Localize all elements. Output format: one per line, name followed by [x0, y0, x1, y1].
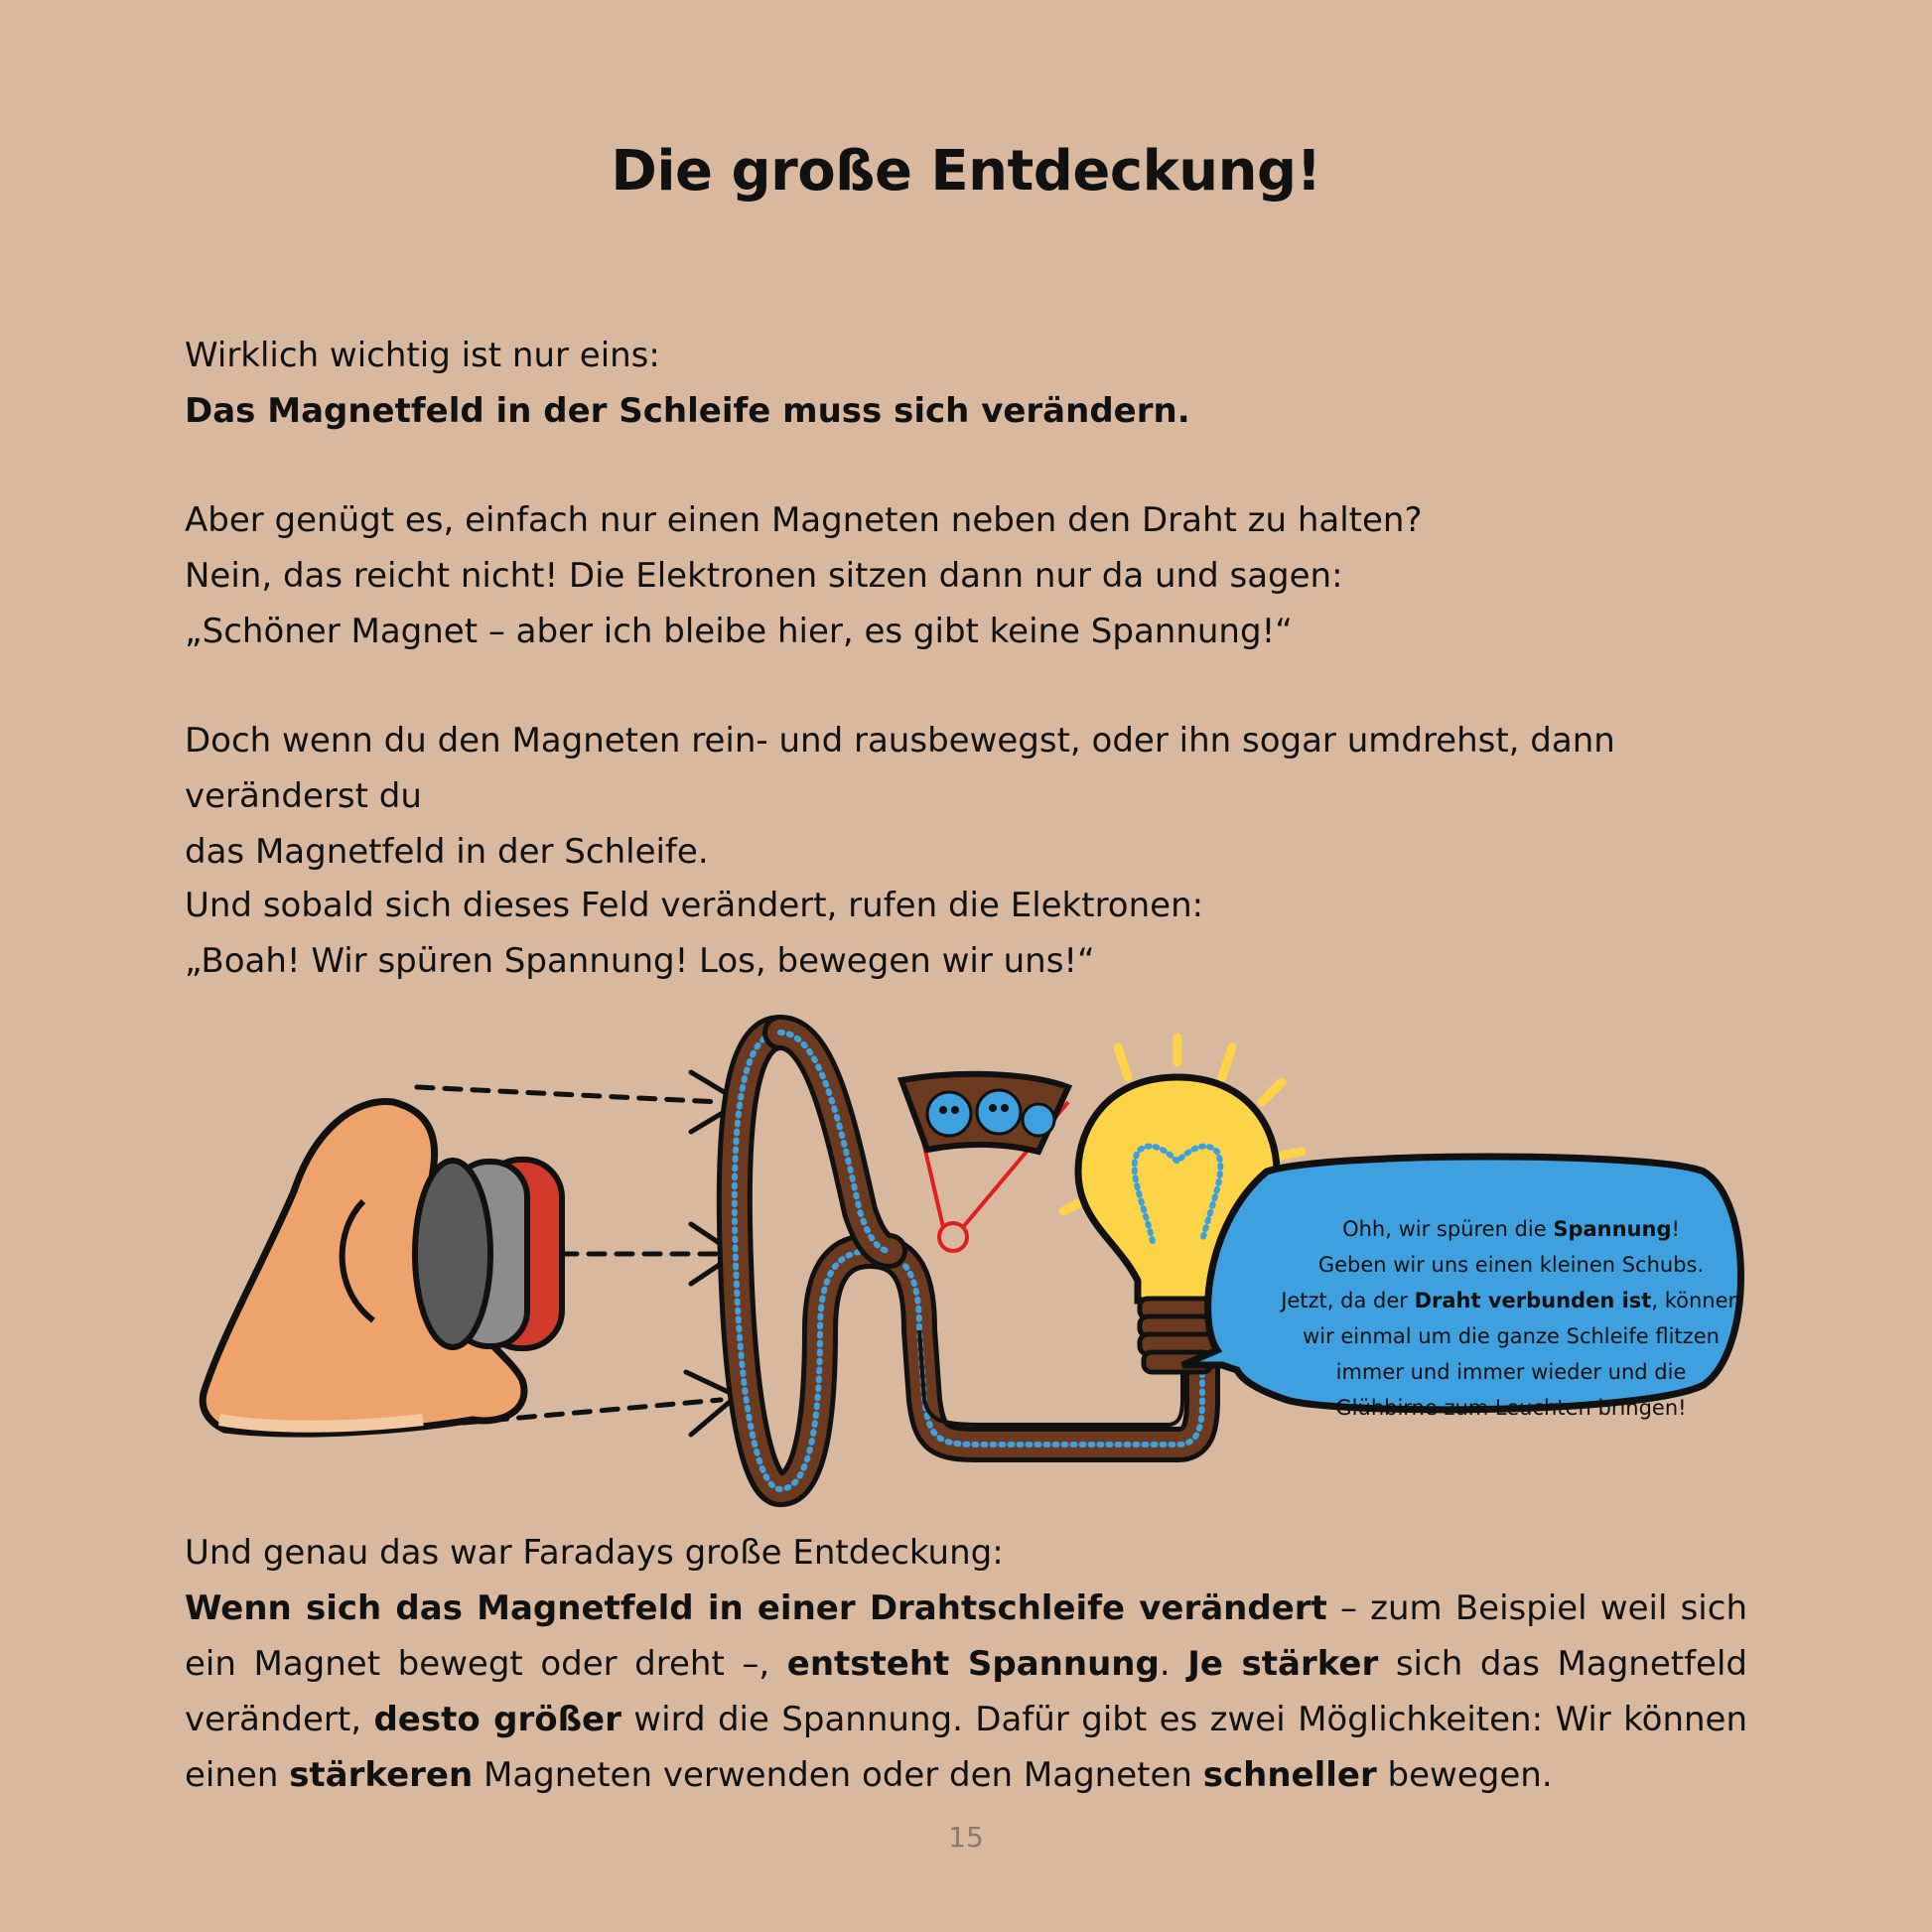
electron-quote: „Schöner Magnet – aber ich bleibe hier, es gibt keine Spannung!“: [185, 612, 1293, 651]
reaction-paragraph: [185, 878, 1747, 989]
movement-line-1: Doch wenn du den Magneten rein- und rausbewegst, oder ihn sogar umdrehst, dann veränderst du: [185, 721, 1615, 816]
body-text: bewegen.: [1376, 1755, 1553, 1795]
electron-shout-quote: „Boah! Wir spüren Spannung! Los, bewegen wir uns!“: [185, 941, 1095, 981]
bubble-text-bold: Spannung: [1553, 1217, 1672, 1241]
electron-zoom-window: [901, 1074, 1068, 1152]
bubble-text: wir einmal um die ganze Schleife flitzen: [1303, 1324, 1720, 1348]
key-phrase: schneller: [1202, 1755, 1377, 1795]
key-phrase: entsteht Spannung: [786, 1644, 1160, 1684]
movement-line-2: das Magnetfeld in der Schleife.: [185, 832, 709, 872]
body-text: wird die Spannung. Dafür gibt es zwei Möglichkeiten: Wir können einen: [185, 1700, 1748, 1795]
key-phrase: Je stärker: [1187, 1644, 1379, 1684]
body-text: .: [1159, 1644, 1188, 1684]
body-text: – zum Beispiel weil sich ein Magnet bewegt oder dreht –,: [185, 1588, 1747, 1684]
answer-line: Nein, das reicht nicht! Die Elektronen sitzen dann nur da und sagen:: [185, 556, 1343, 596]
key-phrase: Wenn sich das Magnetfeld in einer Drahtschleife verändert: [185, 1588, 1327, 1628]
movement-paragraph: [185, 713, 1747, 880]
body-text: sich das Magnetfeld verändert,: [185, 1644, 1747, 1739]
reaction-line: Und sobald sich dieses Feld verändert, rufen die Elektronen:: [185, 886, 1204, 925]
intro-key-statement: Das Magnetfeld in der Schleife muss sich verändern.: [185, 391, 1190, 431]
key-phrase: stärkeren: [289, 1755, 474, 1795]
speech-bubble-text: [1263, 1211, 1759, 1469]
bubble-text: !: [1671, 1217, 1680, 1241]
bubble-text: Geben wir uns einen kleinen Schubs.: [1317, 1253, 1705, 1277]
body-text: Magneten verwenden oder den Magneten: [473, 1755, 1203, 1795]
page-number: 15: [948, 1821, 984, 1854]
bubble-text-bold: Draht verbunden ist: [1414, 1289, 1652, 1312]
key-phrase: desto größer: [373, 1700, 621, 1739]
question-line: Aber genügt es, einfach nur einen Magneten neben den Draht zu halten?: [185, 500, 1423, 540]
bubble-text: Glühbirne zum Leuchten bringen!: [1335, 1396, 1687, 1420]
conclusion-paragraph: [185, 1525, 1747, 1803]
bubble-text: Jetzt, da der: [1281, 1289, 1415, 1312]
bubble-text: , können: [1651, 1289, 1741, 1312]
bubble-text: immer und immer wieder und die: [1335, 1360, 1687, 1384]
page-title: Die große Entdeckung!: [611, 139, 1321, 204]
magnet-icon: [415, 1160, 562, 1348]
question-paragraph: [185, 492, 1747, 659]
conclusion-intro: Und genau das war Faradays große Entdeckung:: [185, 1533, 1004, 1573]
bubble-text: Ohh, wir spüren die: [1342, 1217, 1554, 1241]
intro-line: Wirklich wichtig ist nur eins:: [185, 336, 660, 375]
intro-paragraph: [185, 328, 1747, 439]
conclusion-body: [185, 1581, 1747, 1803]
